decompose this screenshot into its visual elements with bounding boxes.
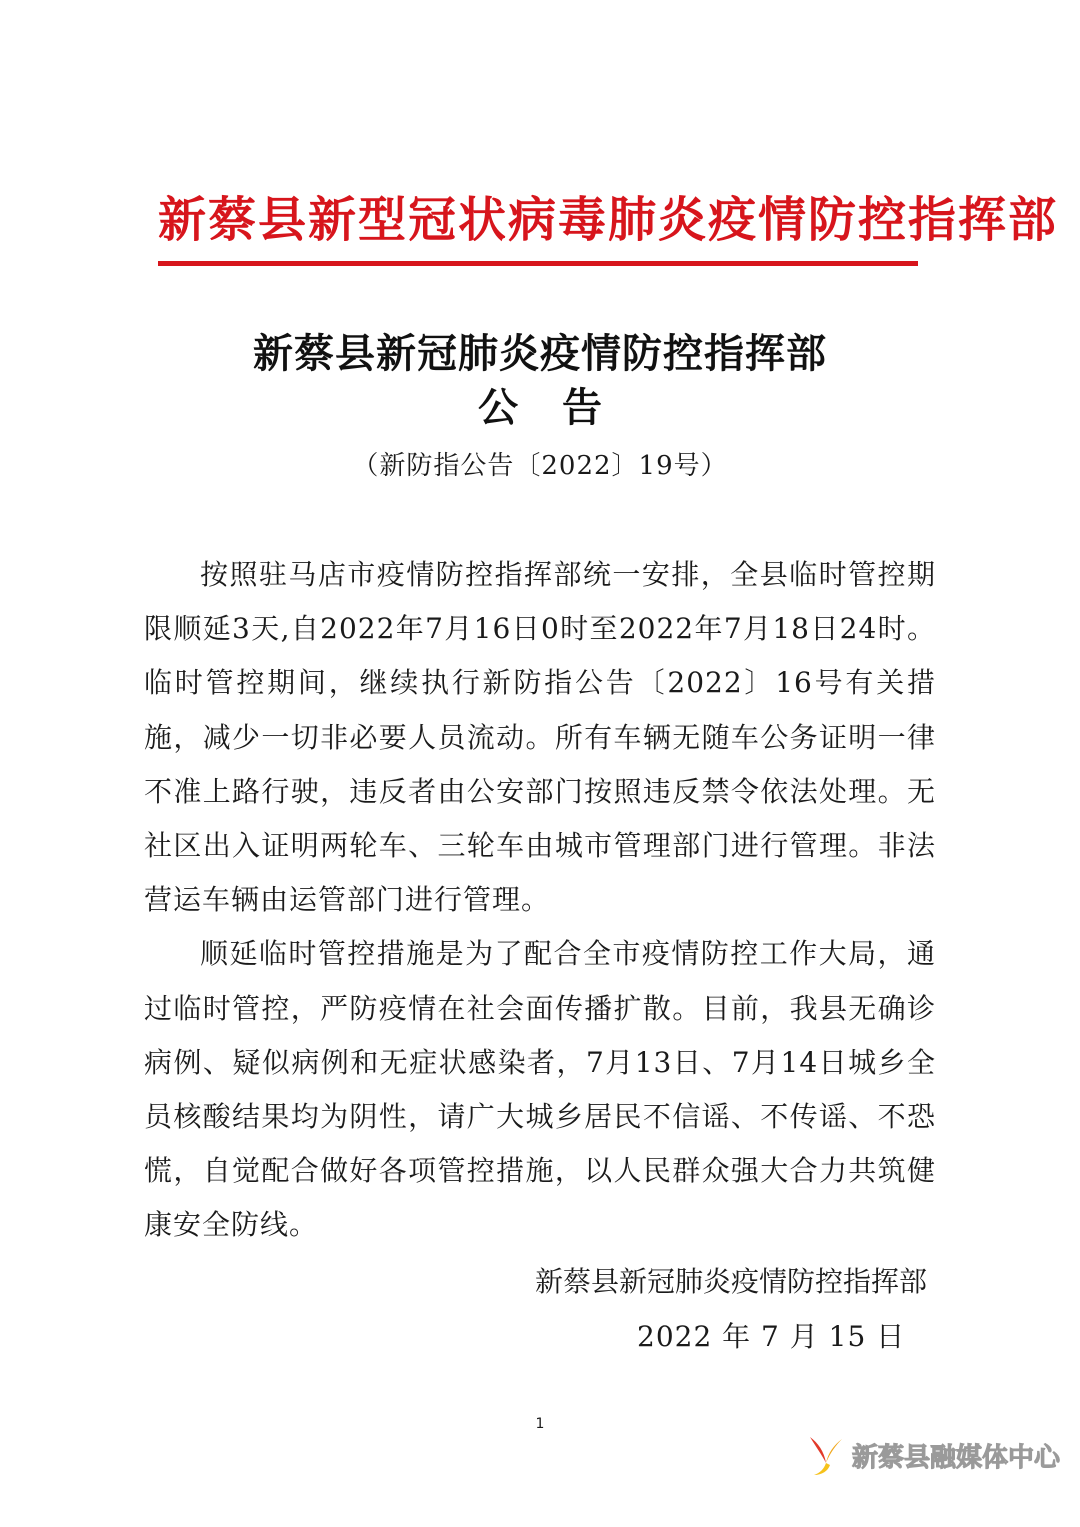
- body-paragraph-1: 按照驻马店市疫情防控指挥部统一安排，全县临时管控期限顺延3天,自2022年7月16日0时至2022年7月18日24时。临时管控期间，继续执行新防指公告〔2022〕16号有关措施，减少一切非必要人员流动。所有车辆无随车公务证明一律不准上路行驶，违反者由公安部门按照违反禁令依法处理。无社区出入证明两轮车、三轮车由城市管理部门进行管理。非法营运车辆由运管部门进行管理。: [144, 558, 936, 917]
- notice-title: 新蔡县新冠肺炎疫情防控指挥部: [253, 330, 827, 377]
- issue-date: 2022 年 7 月 15 日: [637, 1320, 906, 1353]
- body-paragraph-2: 顺延临时管控措施是为了配合全市疫情防控工作大局，通过临时管控，严防疫情在社会面传播扩散。目前，我县无确诊病例、疑似病例和无症状感染者，7月13日、7月14日城乡全员核酸结果均为阴性，请广大城乡居民不信谣、不传谣、不恐慌，自觉配合做好各项管控措施，以人民群众强大合力共筑健康安全防线。: [144, 937, 936, 1242]
- watermark-text: 新蔡县融媒体中心: [852, 1442, 1061, 1473]
- notice-subtitle: 公告: [478, 384, 646, 431]
- issuer-signature: 新蔡县新冠肺炎疫情防控指挥部: [535, 1265, 928, 1298]
- document-number: （新防指公告〔2022〕19号）: [352, 451, 728, 481]
- watermark: [806, 1430, 1060, 1480]
- media-center-logo-icon: [806, 1433, 846, 1477]
- notice-body: [144, 548, 936, 1253]
- page-number: 1: [535, 1416, 545, 1432]
- red-masthead: 新蔡县新型冠状病毒肺炎疫情防控指挥部: [158, 192, 1059, 248]
- red-divider-line: [158, 261, 918, 266]
